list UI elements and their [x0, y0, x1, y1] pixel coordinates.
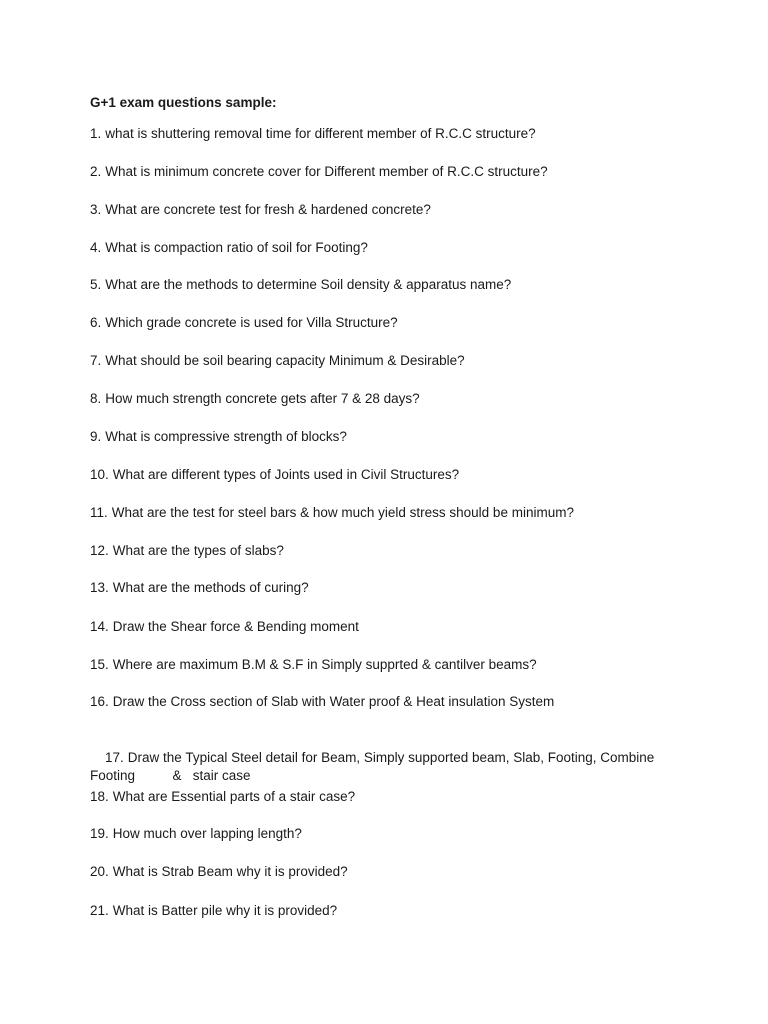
question-number: 3.: [90, 202, 102, 217]
question-number: 12.: [90, 543, 109, 558]
question-item: [90, 276, 511, 294]
question-number: 7.: [90, 353, 102, 368]
question-text: Draw the Typical Steel detail for Beam, Simply supported beam, Slab, Footing, Combine Footing & stair case: [90, 750, 659, 783]
question-text: What is Strab Beam why it is provided?: [112, 864, 348, 879]
question-item: [90, 466, 459, 484]
question-number: 16.: [90, 694, 109, 709]
question-number: 20.: [90, 864, 109, 879]
question-number: 5.: [90, 277, 102, 292]
question-number: 11.: [90, 505, 108, 520]
question-item: [90, 504, 574, 522]
question-text: How much strength concrete gets after 7 & 28 days?: [105, 391, 420, 406]
question-number: 15.: [90, 657, 109, 672]
question-number: 19.: [90, 826, 109, 841]
question-text: What are the methods to determine Soil density & apparatus name?: [105, 277, 512, 292]
question-number: 6.: [90, 315, 102, 330]
question-item: [90, 314, 398, 332]
question-item: [90, 201, 431, 219]
question-text: What is compressive strength of blocks?: [105, 429, 347, 444]
question-text: How much over lapping length?: [112, 826, 302, 841]
question-text: What is minimum concrete cover for Different member of R.C.C structure?: [105, 164, 548, 179]
question-text: What are concrete test for fresh & hardened concrete?: [105, 202, 431, 217]
question-text: what is shuttering removal time for different member of R.C.C structure?: [105, 126, 536, 141]
question-text: What should be soil bearing capacity Minimum & Desirable?: [105, 353, 465, 368]
question-text: What is compaction ratio of soil for Footing?: [105, 240, 368, 255]
question-item: [90, 579, 309, 597]
question-number: 8.: [90, 391, 102, 406]
question-number: 21.: [90, 903, 109, 918]
question-item: [90, 788, 355, 806]
question-item: [90, 825, 302, 843]
question-text: What is Batter pile why it is provided?: [112, 903, 338, 918]
question-item: [90, 863, 348, 881]
question-text: Where are maximum B.M & S.F in Simply supprted & cantilver beams?: [112, 657, 537, 672]
question-number: 2.: [90, 164, 102, 179]
question-text: Draw the Cross section of Slab with Water proof & Heat insulation System: [112, 694, 555, 709]
question-text: What are Essential parts of a stair case?: [112, 789, 356, 804]
question-number: 4.: [90, 240, 102, 255]
question-item: [90, 390, 420, 408]
question-item: [90, 352, 465, 370]
question-number: 14.: [90, 619, 109, 634]
question-text: What are the methods of curing?: [112, 580, 309, 595]
question-number: 1.: [90, 126, 102, 141]
question-item: [90, 542, 284, 560]
question-item: [90, 239, 368, 257]
question-item: [90, 693, 554, 711]
question-text: Which grade concrete is used for Villa Structure?: [105, 315, 398, 330]
question-item: [90, 618, 359, 636]
question-item: [90, 902, 337, 920]
question-number: 9.: [90, 429, 102, 444]
question-item: [90, 428, 347, 446]
question-number: 17.: [105, 750, 124, 765]
question-text: What are the types of slabs?: [112, 543, 284, 558]
document-title: G+1 exam questions sample:: [90, 95, 277, 110]
question-item: [90, 163, 548, 181]
question-text: Draw the Shear force & Bending moment: [112, 619, 359, 634]
question-text: What are the test for steel bars & how much yield stress should be minimum?: [111, 505, 574, 520]
question-item: [90, 656, 537, 674]
question-item: [90, 125, 536, 143]
question-number: 10.: [90, 467, 109, 482]
question-text: What are different types of Joints used in Civil Structures?: [112, 467, 460, 482]
question-number: 13.: [90, 580, 109, 595]
question-number: 18.: [90, 789, 109, 804]
